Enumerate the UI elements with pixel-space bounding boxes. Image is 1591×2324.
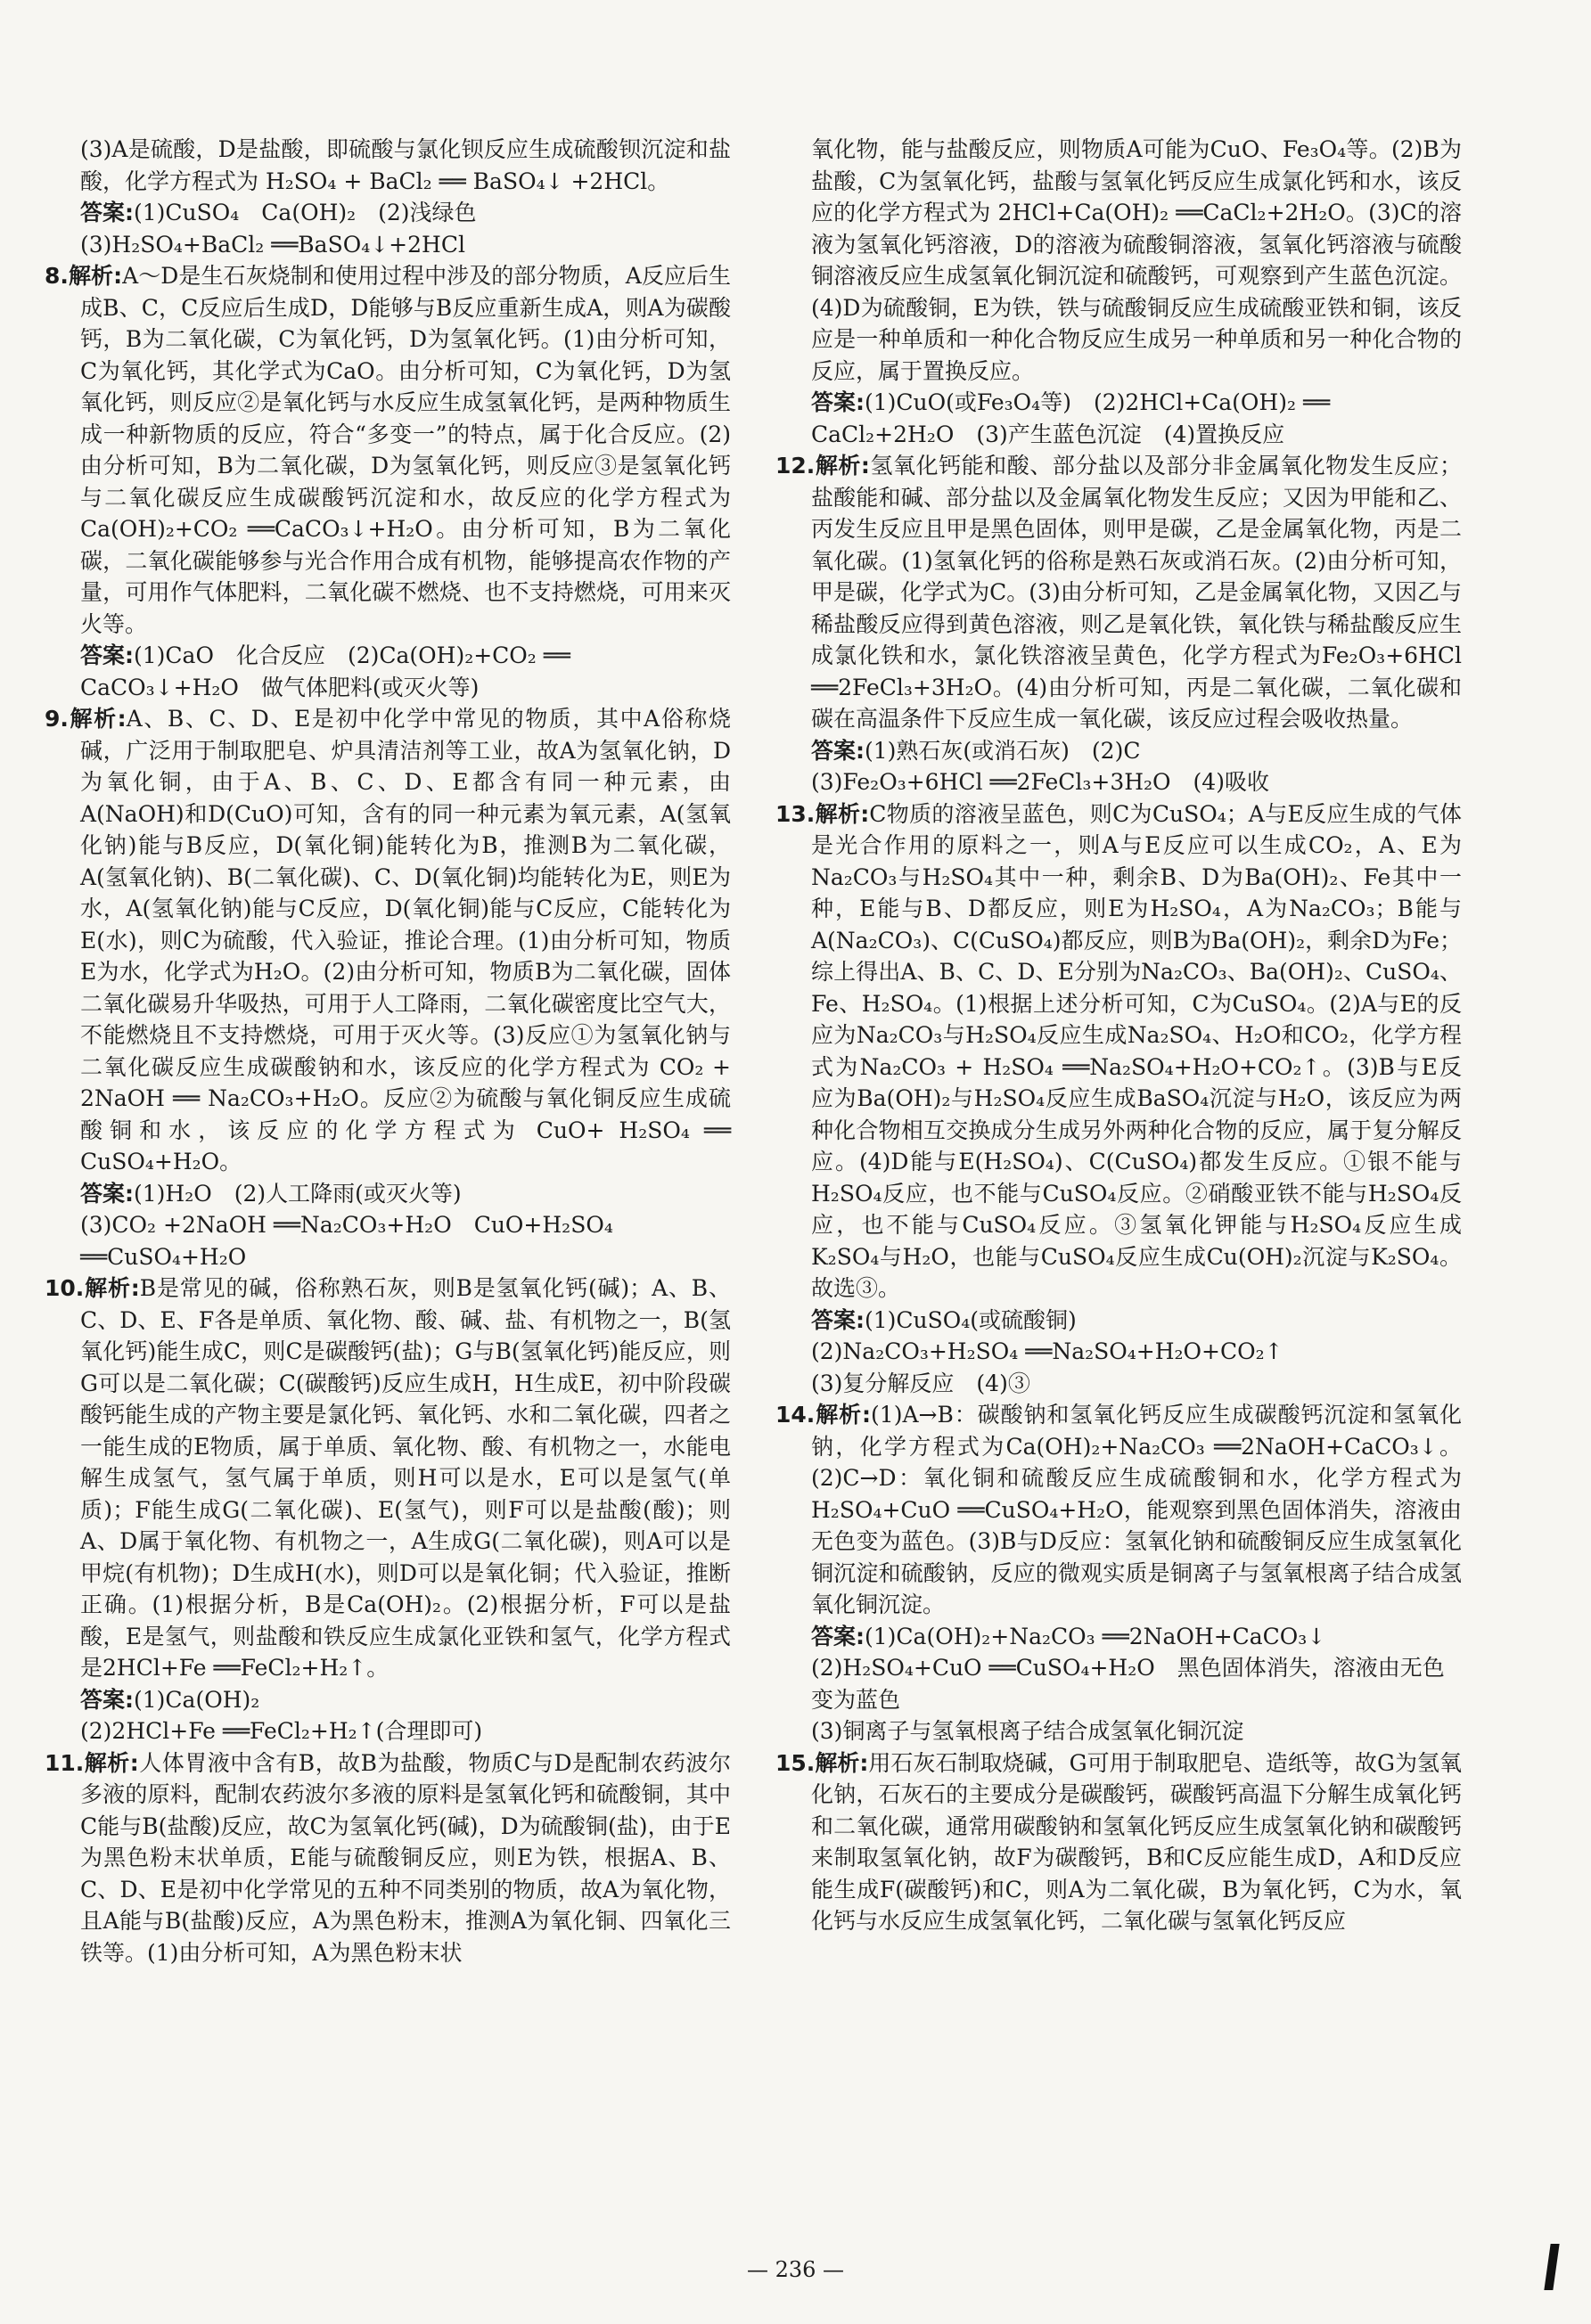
item8-analysis: 8.解析:A～D是生石灰烧制和使用过程中涉及的部分物质，A反应后生成B、C，C反应后生成D，D能够与B反应重新生成A，则A为碳酸钙，B为二氧化碳，C为氧化钙，D为氢氧化钙。(1)由分析可知，C为氧化钙，其化学式为CaO。由分析可知，C为氧化钙，D为氢氧化钙，则反应②是氧化钙与水反应生成氢氧化钙，是两种物质生成一种新物质的反应，符合“多变一”的特点，属于化合反应。(2)由分析可知，B为二氧化碳，D为氢氧化钙，则反应③是氢氧化钙与二氧化碳反应生成碳酸钙沉淀和水，故反应的化学方程式为Ca(OH)₂+CO₂ ══CaCO₃↓+H₂O。由分析可知，B为二氧化碳，二氧化碳能够参与光合作用合成有机物，能够提高农作物的产量，可用作气体肥料，二氧化碳不燃烧、也不支持燃烧，可用来灭火等。 xyxy=(45,263,732,637)
left-column xyxy=(45,134,731,1968)
right-column xyxy=(775,134,1462,1937)
item9-answer: 答案:(1)H₂O (2)人工降雨(或灭火等) xyxy=(80,1180,462,1207)
item7-answer-line2: (3)H₂SO₄+BaCl₂ ══BaSO₄↓+2HCl xyxy=(80,231,465,258)
item9-answer-line2: (3)CO₂ +2NaOH ══Na₂CO₃+H₂O CuO+H₂SO₄ ══CuSO₄+H₂O xyxy=(80,1212,613,1270)
item11-answer: 答案:(1)CuO(或Fe₃O₄等) (2)2HCl+Ca(OH)₂ ══ CaCl₂+2H₂O (3)产生蓝色沉淀 (4)置换反应 xyxy=(811,389,1331,447)
item14-answer: 答案:(1)Ca(OH)₂+Na₂CO₃ ══2NaOH+CaCO₃↓ xyxy=(811,1623,1326,1649)
answer-label: 答案: xyxy=(80,200,134,225)
page-number: — 236 — xyxy=(746,2257,845,2282)
item7-tail: (3)A是硫酸，D是盐酸，即硫酸与氯化钡反应生成硫酸钡沉淀和盐酸，化学方程式为 H₂SO₄ + BaCl₂ ══ BaSO₄↓ +2HCl。 xyxy=(80,136,731,194)
item13-answer-line3: (3)复分解反应 (4)③ xyxy=(811,1370,1030,1396)
item10-analysis: 10.解析:B是常见的碱，俗称熟石灰，则B是氢氧化钙(碱)；A、B、C、D、E、F各是单质、氧化物、酸、碱、盐、有机物之一，B(氢氧化钙)能生成C，则C是碳酸钙(盐)；G与B(氢氧化钙)能反应，则G可以是二氧化碳；C(碳酸钙)反应生成H，H生成E，初中阶段碳酸钙能生成的产物主要是氯化钙、氧化钙、水和二氧化碳，四者之一能生成的E物质，属于单质、氧化物、酸、有机物之一，水能电解生成氢气，氢气属于单质，则H可以是水，E可以是氢气(单质)；F能生成G(二氧化碳)、E(氢气)，则F可以是盐酸(酸)；则A、D属于氧化物、有机物之一，A生成G(二氧化碳)，则A可以是甲烷(有机物)；D生成H(水)，则D可以是氧化铜；代入验证，推断正确。(1)根据分析，B是Ca(OH)₂。(2)根据分析，F可以是盐酸，E是氢气，则盐酸和铁反应生成氯化亚铁和氢气，化学方程式是2HCl+Fe ══FeCl₂+H₂↑。 xyxy=(45,1275,731,1681)
item15-analysis: 15.解析:用石灰石制取烧碱，G可用于制取肥皂、造纸等，故G为氢氧化钠，石灰石的主要成分是碳酸钙，碳酸钙高温下分解生成氧化钙和二氧化碳，通常用碳酸钠和氢氧化钙反应生成氢氧化钠和碳酸钙来制取氢氧化钠，故F为碳酸钙，B和C反应能生成D，A和D反应能生成F(碳酸钙)和C，则A为二氧化碳，B为氧化钙，C为水，氧化钙与水反应生成氢氧化钙，二氧化碳与氢氧化钙反应 xyxy=(775,1749,1462,1934)
item7-answer: 答案:(1)CuSO₄ Ca(OH)₂ (2)浅绿色 xyxy=(80,200,477,225)
item9-analysis: 9.解析:A、B、C、D、E是初中化学中常见的物质，其中A俗称烧碱，广泛用于制取肥皂、炉具清洁剂等工业，故A为氢氧化钠，D为氧化铜，由于A、B、C、D、E都含有同一种元素，由A(NaOH)和D(CuO)可知，含有的同一种元素为氧元素，A(氢氧化钠)能与B反应，D(氧化铜)能转化为B，推测B为二氧化碳，A(氢氧化钠)、B(二氧化碳)、C、D(氧化铜)均能转化为E，则E为水，A(氢氧化钠)能与C反应，D(氧化铜)能与C反应，C能转化为E(水)，则C为硫酸，代入验证，推论合理。(1)由分析可知，物质E为水，化学式为H₂O。(2)由分析可知，物质B为二氧化碳，固体二氧化碳易升华吸热，可用于人工降雨，二氧化碳密度比空气大，不能燃烧且不支持燃烧，可用于灭火等。(3)反应①为氢氧化钠与二氧化碳反应生成碳酸钠和水，该反应的化学方程式为 CO₂ + 2NaOH ══ Na₂CO₃+H₂O。反应②为硫酸与氧化铜反应生成硫酸铜和水，该反应的化学方程式为 CuO+ H₂SO₄ ══ CuSO₄+H₂O。 xyxy=(45,706,732,1174)
item11-continued: 氧化物，能与盐酸反应，则物质A可能为CuO、Fe₃O₄等。(2)B为盐酸，C为氢氧化钙，盐酸与氢氧化钙反应生成氯化钙和水，该反应的化学方程式为 2HCl+Ca(OH)₂ ══CaCl₂+2H₂O。(3)C的溶液为氢氧化钙溶液，D的溶液为硫酸铜溶液，氢氧化钙溶液与硫酸铜溶液反应生成氢氧化铜沉淀和硫酸钙，可观察到产生蓝色沉淀。(4)D为硫酸铜，E为铁，铁与硫酸铜反应生成硫酸亚铁和铜，该反应是一种单质和一种化合物反应生成另一种单质和另一种化合物的反应，属于置换反应。 xyxy=(811,136,1462,384)
item11-analysis: 11.解析:人体胃液中含有B，故B为盐酸，物质C与D是配制农药波尔多液的原料，配制农药波尔多液的原料是氢氧化钙和硫酸铜，其中C能与B(盐酸)反应，故C为氢氧化钙(碱)，D为硫酸铜(盐)，由于E为黑色粉末状单质，E能与硫酸铜反应，则E为铁，根据A、B、C、D、E是初中化学常见的五种不同类别的物质，故A为氧化物，且A能与B(盐酸)反应，A为黑色粉末，推测A为氧化铜、四氧化三铁等。(1)由分析可知，A为黑色粉末状 xyxy=(45,1749,732,1966)
item12-analysis: 12.解析:氢氧化钙能和酸、部分盐以及部分非金属氧化物发生反应；盐酸能和碱、部分盐以及金属氧化物发生反应；又因为甲能和乙、丙发生反应且甲是黑色固体，则甲是碳，乙是金属氧化物，丙是二氧化碳。(1)氢氧化钙的俗称是熟石灰或消石灰。(2)由分析可知，甲是碳，化学式为C。(3)由分析可知，乙是金属氧化物，又因乙与稀盐酸反应得到黄色溶液，则乙是氧化铁，氧化铁与稀盐酸反应生成氯化铁和水，氯化铁溶液呈黄色，化学方程式为Fe₂O₃+6HCl ══2FeCl₃+3H₂O。(4)由分析可知，丙是二氧化碳，二氧化碳和碳在高温条件下反应生成一氧化碳，该反应过程会吸收热量。 xyxy=(775,453,1462,732)
item8-answer: 答案:(1)CaO 化合反应 (2)Ca(OH)₂+CO₂ ══ CaCO₃↓+H₂O 做气体肥料(或灭火等) xyxy=(80,642,570,700)
item10-answer-line2: (2)2HCl+Fe ══FeCl₂+H₂↑(合理即可) xyxy=(80,1718,483,1744)
item14-answer-line3: (3)铜离子与氢氧根离子结合成氢氧化铜沉淀 xyxy=(811,1718,1244,1744)
item13-answer: 答案:(1)CuSO₄(或硫酸铜) xyxy=(811,1306,1077,1333)
item14-analysis: 14.解析:(1)A→B：碳酸钠和氢氧化钙反应生成碳酸钙沉淀和氢氧化钠，化学方程式为Ca(OH)₂+Na₂CO₃ ══2NaOH+CaCO₃↓。(2)C→D：氧化铜和硫酸反应生成硫酸铜和水，化学方程式为H₂SO₄+CuO ══CuSO₄+H₂O，能观察到黑色固体消失，溶液由无色变为蓝色。(3)B与D反应：氢氧化钠和硫酸铜反应生成氢氧化铜沉淀和硫酸钠，反应的微观实质是铜离子与氢氧根离子结合成氢氧化铜沉淀。 xyxy=(775,1402,1462,1617)
item12-answer: 答案:(1)熟石灰(或消石灰) (2)C xyxy=(811,737,1141,764)
item13-answer-line2: (2)Na₂CO₃+H₂SO₄ ══Na₂SO₄+H₂O+CO₂↑ xyxy=(811,1338,1283,1364)
item14-answer-line2: (2)H₂SO₄+CuO ══CuSO₄+H₂O 黑色固体消失，溶液由无色变为蓝色 xyxy=(811,1655,1445,1713)
item13-analysis: 13.解析:C物质的溶液呈蓝色，则C为CuSO₄；A与E反应生成的气体是光合作用的原料之一，则A与E反应可以生成CO₂，A、E为Na₂CO₃与H₂SO₄其中一种，剩余B、D为Ba(OH)₂、Fe其中一种，E能与B、D都反应，则E为H₂SO₄，A为Na₂CO₃；B能与A(Na₂CO₃)、C(CuSO₄)都反应，则B为Ba(OH)₂，剩余D为Fe；综上得出A、B、C、D、E分别为Na₂CO₃、Ba(OH)₂、CuSO₄、Fe、H₂SO₄。(1)根据上述分析可知，C为CuSO₄。(2)A与E的反应为Na₂CO₃与H₂SO₄反应生成Na₂SO₄、H₂O和CO₂，化学方程式为Na₂CO₃ + H₂SO₄ ══Na₂SO₄+H₂O+CO₂↑。(3)B与E反应为Ba(OH)₂与H₂SO₄反应生成BaSO₄沉淀与H₂O，该反应为两种化合物相互交换成分生成另外两种化合物的反应，属于复分解反应。(4)D能与E(H₂SO₄)、C(CuSO₄)都发生反应。①银不能与H₂SO₄反应，也不能与CuSO₄反应。②硝酸亚铁不能与H₂SO₄反应，也不能与CuSO₄反应。③氢氧化钾能与H₂SO₄反应生成K₂SO₄与H₂O，也能与CuSO₄反应生成Cu(OH)₂沉淀与K₂SO₄。故选③。 xyxy=(775,800,1463,1301)
item10-answer: 答案:(1)Ca(OH)₂ xyxy=(80,1686,260,1713)
item12-answer-line2: (3)Fe₂O₃+6HCl ══2FeCl₃+3H₂O (4)吸收 xyxy=(811,769,1269,795)
